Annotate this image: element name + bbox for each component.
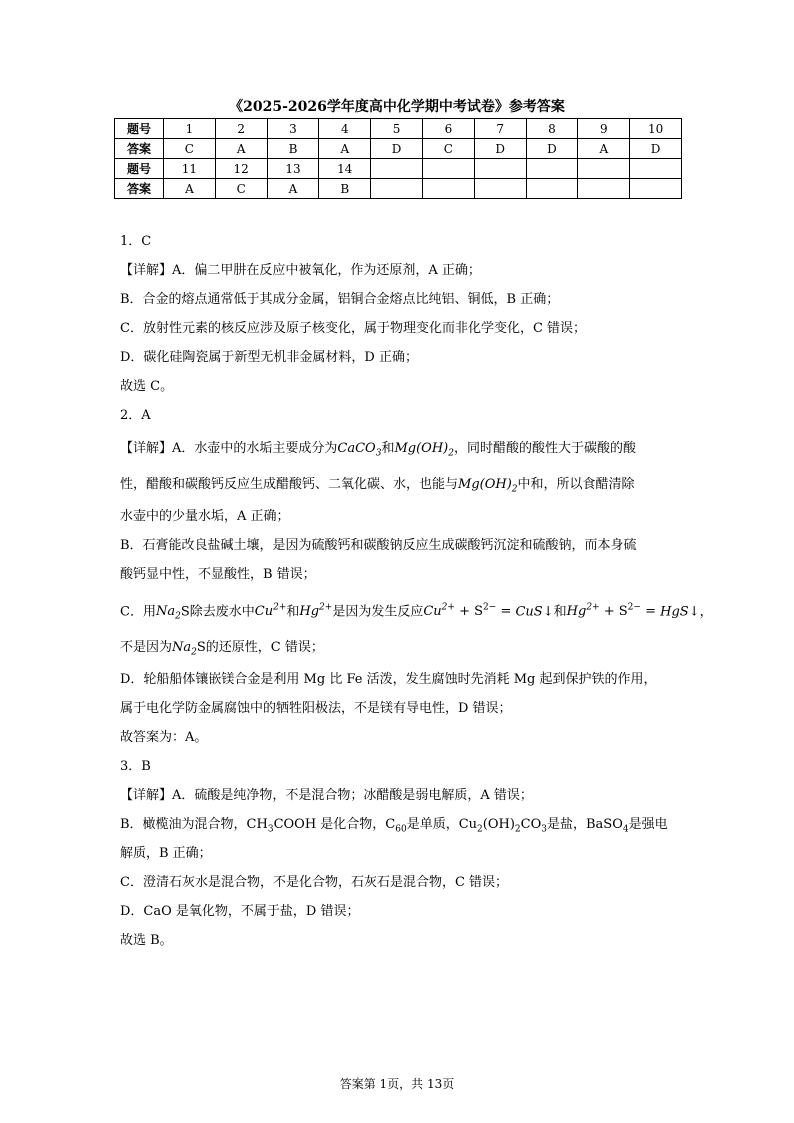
text-segment: CO — [520, 817, 542, 832]
formula-cu2plus: $Cu^{2+}$ — [254, 603, 287, 620]
table-cell — [474, 159, 526, 179]
table-cell: A — [164, 179, 216, 199]
table-cell: 7 — [474, 119, 526, 139]
table-cell: C — [422, 139, 474, 159]
text-segment: 是因为发生反应 — [332, 604, 424, 620]
table-cell: D — [474, 139, 526, 159]
table-cell: 12 — [215, 159, 267, 179]
q2-line — [120, 435, 680, 471]
table-cell: 10 — [630, 119, 682, 139]
text-segment: 和 — [553, 604, 567, 620]
q1-line: 故选 C。 — [120, 379, 174, 394]
formula-na2s-s: S — [180, 604, 190, 620]
table-cell — [630, 179, 682, 199]
table-cell: A — [215, 139, 267, 159]
q3-line: 解质，B 正确； — [120, 846, 212, 861]
text-segment: C．用 — [120, 604, 156, 620]
equation-s2minus: $S^{2-}$ = — [618, 603, 661, 620]
formula-na2s-s: S — [196, 640, 206, 655]
text-segment: COOH 是化合物，C — [273, 817, 396, 832]
text-segment: ，同时醋酸的酸性大于碳酸的酸 — [453, 441, 636, 456]
table-cell: 9 — [578, 119, 630, 139]
q3-heading: 3．B — [120, 759, 151, 774]
table-cell: 1 — [164, 119, 216, 139]
formula-mgoh2: $Mg(OH)_2$ — [458, 477, 518, 495]
q2-line — [120, 634, 680, 670]
q3-line: 故选 B。 — [120, 933, 173, 948]
table-cell: D — [630, 139, 682, 159]
q2-line — [120, 594, 713, 634]
text-segment: B．橄榄油为混合物，CH — [120, 817, 268, 832]
table-cell: B — [319, 179, 371, 199]
table-cell: 8 — [526, 119, 578, 139]
q1-line: C．放射性元素的核反应涉及原子核变化，属于物理变化而非化学变化，C 错误； — [120, 321, 587, 336]
text-segment: 除去废水中 — [189, 604, 255, 620]
q2-line: 属于电化学防金属腐蚀中的牺牲阳极法，不是镁有导电性，D 错误； — [120, 701, 512, 716]
table-cell: 13 — [267, 159, 319, 179]
q1-line: 【详解】A．偏二甲肼在反应中被氧化，作为还原剂，A 正确； — [120, 263, 481, 278]
table-cell: A — [578, 139, 630, 159]
table-cell: C — [215, 179, 267, 199]
text-segment: 的还原性，C 错误； — [205, 640, 324, 655]
equation-hgs: $Hg^{2+}$ + — [566, 603, 619, 620]
table-cell — [630, 159, 682, 179]
table-cell: B — [267, 139, 319, 159]
down-arrow-icon: ↓ — [542, 604, 554, 620]
q1-line: D．碳化硅陶瓷属于新型无机非金属材料，D 正确； — [120, 350, 418, 365]
table-cell: D — [371, 139, 423, 159]
formula-mgoh2: $Mg(OH)_2$ — [394, 441, 454, 459]
equation-cus: $Cu^{2+}$ + — [423, 603, 475, 620]
answer-table — [114, 118, 682, 199]
table-cell — [422, 159, 474, 179]
equation-hgs-product: HgS — [660, 604, 689, 620]
table-cell — [422, 179, 474, 199]
table-header-label: 题号 — [115, 119, 164, 139]
table-cell: 11 — [164, 159, 216, 179]
table-row — [115, 139, 682, 159]
q1-line: B．合金的熔点通常低于其成分金属，铝铜合金熔点比纯铝、铜低，B 正确； — [120, 292, 560, 307]
q2-line: 故答案为：A。 — [120, 730, 208, 745]
text-segment: 和 — [286, 604, 300, 620]
table-cell — [474, 179, 526, 199]
table-cell: 4 — [319, 119, 371, 139]
table-answer-label: 答案 — [115, 179, 164, 199]
q3-line: C．澄清石灰水是混合物，不是化合物，石灰石是混合物，C 错误； — [120, 875, 509, 890]
table-cell: 6 — [422, 119, 474, 139]
text-segment: 是单质，Cu — [406, 817, 478, 832]
table-header-label: 题号 — [115, 159, 164, 179]
q2-line: 水壶中的少量水垢，A 正确； — [120, 509, 290, 524]
q2-line: B．石膏能改良盐碱土壤，是因为硫酸钙和碳酸钠反应生成碳酸钙沉淀和硫酸钠，而本身硫 — [120, 538, 637, 553]
text-segment: 中和，所以食醋清除 — [517, 477, 635, 492]
text-segment: 【详解】A．水壶中的水垢主要成分为 — [120, 441, 338, 456]
table-cell: 2 — [215, 119, 267, 139]
table-cell: 14 — [319, 159, 371, 179]
page-title: 《2025-2026学年度高中化学期中考试卷》参考答案 — [229, 99, 565, 115]
table-row — [115, 179, 682, 199]
q3-line: 【详解】A．硫酸是纯净物，不是混合物；冰醋酸是弱电解质，A 错误； — [120, 788, 533, 803]
q2-line — [120, 471, 680, 507]
formula-na2s: $Na_2$ — [172, 640, 197, 658]
equation-cus-product: CuS — [515, 604, 543, 620]
q2-line: D．轮船船体镶嵌镁合金是利用 Mg 比 Fe 活泼，发生腐蚀时先消耗 Mg 起到保护铁的作用， — [120, 672, 657, 687]
table-cell: A — [319, 139, 371, 159]
table-cell — [371, 159, 423, 179]
q3-line: B．橄榄油为混合物，$CH_3COOH$ 是化合物，$C_{60}$是单质，$Cu_2(OH)_2CO_3$是盐，BaSO$_4$是强电 — [120, 817, 668, 835]
answer-explanations — [120, 232, 713, 960]
text-segment: 不是因为 — [120, 640, 173, 655]
q2-line: 酸钙显中性，不显酸性，B 错误； — [120, 567, 316, 582]
text-segment: 是盐，BaSO — [547, 817, 623, 832]
text-segment: 和 — [381, 441, 395, 456]
table-answer-label: 答案 — [115, 139, 164, 159]
table-cell: D — [526, 139, 578, 159]
q1-heading: 1．C — [120, 234, 152, 249]
formula-hg2plus: $Hg^{2+}$ — [299, 603, 333, 620]
text-segment: ， — [699, 604, 713, 620]
text-segment: 是强电 — [628, 817, 668, 832]
q3-line: D．CaO 是氧化物，不属于盐，D 错误； — [120, 904, 360, 919]
text-segment: (OH) — [482, 817, 515, 832]
table-row — [115, 159, 682, 179]
page-footer: 答案第 1页，共 13页 — [339, 1077, 455, 1091]
table-cell — [526, 179, 578, 199]
table-cell: C — [164, 139, 216, 159]
table-cell — [371, 179, 423, 199]
table-cell: A — [267, 179, 319, 199]
table-cell — [526, 159, 578, 179]
table-cell — [578, 159, 630, 179]
equation-s2minus: $S^{2-}$ = — [474, 603, 516, 620]
text-segment: 性，醋酸和碳酸钙反应生成醋酸钙、二氧化碳、水，也能与 — [120, 477, 459, 492]
table-cell — [578, 179, 630, 199]
formula-na2s: $Na_2$ — [155, 604, 181, 622]
table-row — [115, 119, 682, 139]
down-arrow-icon: ↓ — [688, 604, 700, 620]
formula-caco3: CaCO$_3$ — [337, 441, 382, 459]
q2-heading: 2．A — [120, 408, 151, 423]
table-cell: 5 — [371, 119, 423, 139]
table-cell: 3 — [267, 119, 319, 139]
